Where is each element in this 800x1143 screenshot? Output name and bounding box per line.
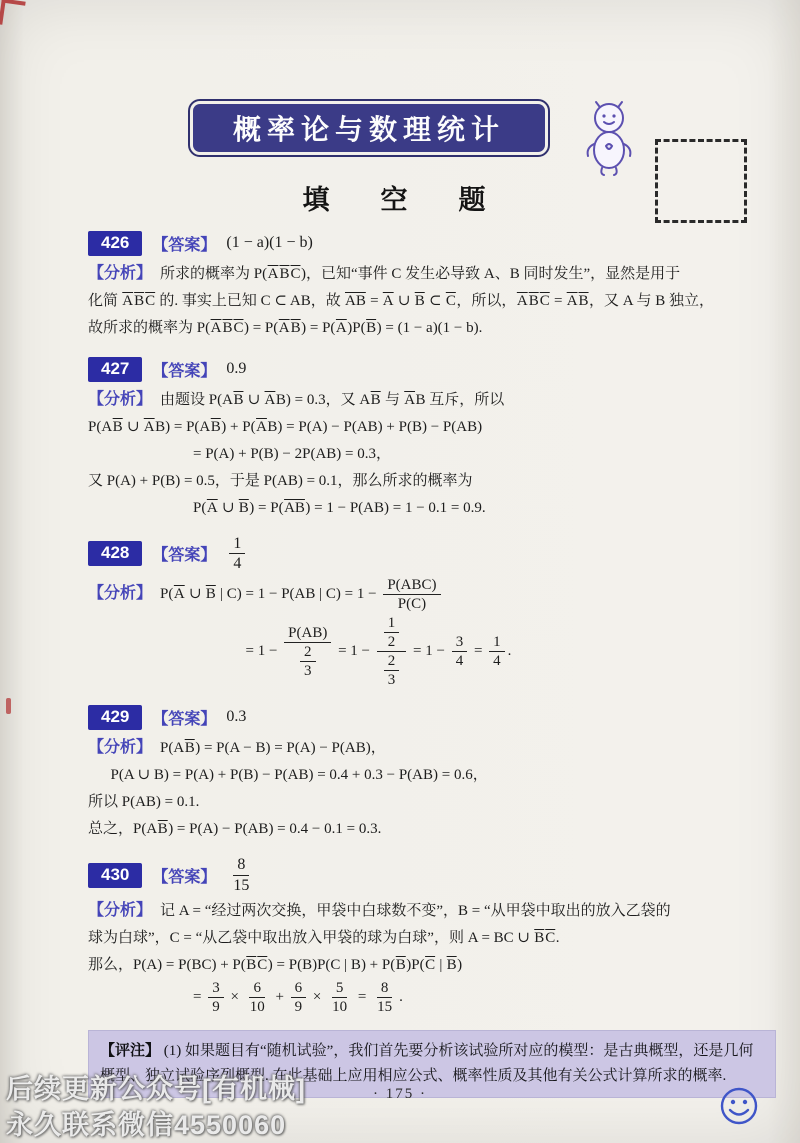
problem-426: [88, 228, 776, 341]
watermark-line1: 后续更新公众号[有机械]: [6, 1074, 306, 1104]
overline-term: $\overline{B}$: [534, 929, 545, 946]
scan-artifact-corner: [0, 0, 26, 28]
analysis-line: 那么，$P(A) = P(BC) + P(\overline{B}\overline{C}) = P(B)P(C$ | $B) + P(\overline{B})P(\overline{C}$ | $\overline{B}$): [88, 956, 463, 973]
overline-term: $\overline{C}$: [545, 929, 556, 946]
problem-number-badge: 426: [88, 231, 142, 256]
overline-term: $\overline{B}$: [134, 293, 145, 309]
fraction: $\frac{2}{3}$: [300, 643, 316, 680]
analysis-line: 【分析】 $P(A\overline{B}) = P(A - B) = P(A) - P(AB)$，: [88, 739, 386, 757]
overline-term: $\overline{B}$: [279, 266, 290, 282]
fraction: $\frac{6}{10}$: [249, 979, 265, 1015]
overline-term: $\overline{B}$: [233, 392, 244, 408]
overline-term: $\overline{A}$: [267, 266, 279, 282]
analysis-line: $P(A\overline{B}$ ∪ $\overline{A}B) = P(A\overline{B}) + P(\overline{A}B) = P(A) - P(AB) + P(B) - P(AB)$: [88, 419, 483, 435]
answer-label: 【答案】: [152, 236, 217, 254]
problem-number-badge: 430: [88, 863, 142, 888]
analysis-label: 【分析】: [88, 901, 153, 919]
overline-term: $\overline{B}$: [370, 392, 381, 408]
answer-value: [226, 855, 256, 894]
fraction: $\frac{\text{P(ABC)}}{P(C)}$: [383, 576, 440, 613]
overline-term: $\overline{B}$: [222, 320, 233, 336]
analysis-line: 【分析】 记 A = “经过两次交换，甲袋中白球数不变”，B = “从甲袋中取出的放入乙袋的: [88, 901, 671, 919]
problem-header: [88, 534, 776, 573]
analysis-line: 又 P(A) + P(B) = 0.5，于是 P(AB) = 0.1，那么所求的概率为: [88, 473, 473, 489]
analysis-line: = P(A) + P(B) − 2P(AB) = 0.3，: [193, 446, 392, 462]
overline-term: $\overline{A}$: [566, 293, 578, 309]
devil-mascot-icon: [576, 92, 642, 178]
problem-header: [88, 855, 776, 894]
problem-header: [88, 702, 776, 732]
analysis-label: 【分析】: [88, 265, 153, 282]
overline-term: $\overline{B}$: [395, 956, 406, 973]
overline-term: $\overline{C}$: [233, 320, 244, 336]
overline-term: $\overline{A}$: [278, 320, 290, 336]
fraction: $\frac{8}{15}$: [233, 856, 250, 894]
overline-term: $\overline{A}$: [335, 320, 347, 336]
overline-term: $\overline{A}$: [173, 586, 185, 603]
fraction: $\frac{3}{4}$: [452, 633, 468, 670]
problem-427: [88, 354, 776, 521]
overline-term: $\overline{B}$: [446, 956, 457, 973]
analysis-line: = 1 − $\frac{P(AB)}{\frac{2}{3}}$ = 1 − $\frac{\frac{1}{2}}{\frac{2}{3}}$ = 1 − $\frac{3}{4}$ = $\frac{1}{4}$ .: [245, 615, 512, 689]
fraction: $\frac{1}{2}$: [384, 614, 400, 651]
problems-list: [88, 228, 776, 1016]
analysis-line: = $\frac{3}{9}$ × $\frac{6}{10}$ + $\frac{6}{9}$ × $\frac{5}{10}$ = $\frac{8}{15}$ .: [193, 979, 403, 1015]
answer-value: [226, 534, 248, 573]
analysis-line: 【分析】 由题设 $P(A\overline{B}$ ∪ $\overline{A}B) = 0.3$，又 $A\overline{B}$ 与 $\overline{A}B$ 互斥，所以: [88, 391, 505, 408]
problem-header: [88, 354, 776, 384]
analysis-line: 【分析】 所求的概率为 $P(\overline{A}\overline{B}\overline{C})$，已知“事件 C 发生必导致 A、B 同时发生”，显然是用于: [88, 265, 681, 282]
analysis-label: 【分析】: [88, 585, 153, 603]
overline-term: $\overline{A}$: [264, 392, 276, 408]
problem-number-badge: 428: [88, 541, 142, 566]
watermark-line2: 永久联系微信4550060: [6, 1110, 287, 1140]
fraction: $\frac{1}{4}$: [229, 534, 245, 573]
overline-term: $\overline{A}$: [206, 500, 218, 516]
answer-value: 0.3: [226, 708, 247, 726]
overline-term: $\overline{A}$: [122, 293, 134, 309]
problem-430: [88, 855, 776, 1015]
fraction: $\frac{6}{9}$: [291, 979, 307, 1016]
scan-artifact-edge: [6, 698, 11, 714]
problem-number-badge: 427: [88, 357, 142, 382]
overline-term: $\overline{AB}$: [284, 500, 305, 516]
analysis-line: P(A ∪ B) = P(A) + P(B) − P(AB) = 0.4 + 0.3 − P(AB) = 0.6，: [110, 767, 488, 784]
problem-429: [88, 702, 776, 842]
analysis-label: 【分析】: [88, 739, 153, 757]
overline-term: $\overline{B}$: [578, 293, 589, 309]
overline-term: $\overline{A}$: [382, 293, 394, 309]
overline-term: $\overline{A}$: [143, 419, 155, 435]
overline-term: $\overline{A}$: [210, 320, 222, 336]
fraction: $\frac{5}{10}$: [332, 979, 348, 1015]
answer-label: 【答案】: [152, 710, 217, 728]
answer-value: 0.9: [226, 360, 247, 377]
analysis-line: 【分析】 $P(\overline{A}$ ∪ $\overline{B}$ | C) = 1 − P(AB | C) = 1 − $\frac{\text{P(ABC)}}{P(C)}$: [88, 576, 776, 613]
chapter-title: 概率论与数理统计: [232, 115, 505, 146]
overline-term: $\overline{B}$: [528, 293, 539, 309]
section-title: 填 空 题: [302, 185, 498, 215]
fraction: $\frac{3}{9}$: [208, 979, 224, 1016]
overline-term: $\overline{B}$: [238, 500, 249, 516]
overline-term: $\overline{A}$: [404, 392, 416, 408]
overline-term: $\overline{C}$: [445, 293, 456, 309]
problem-number-badge: 429: [88, 705, 142, 730]
problem-header: [88, 228, 776, 258]
fraction: $\frac{1}{4}$: [489, 633, 505, 670]
overline-term: $\overline{B}$: [157, 821, 168, 838]
smiley-face-icon: [718, 1085, 760, 1127]
overline-term: $\overline{B}$: [366, 320, 377, 336]
overline-term: $\overline{C}$: [290, 266, 301, 282]
overline-term: $\overline{A}$: [516, 293, 528, 309]
analysis-line: 总之，$P(A\overline{B}) = P(A) - P(AB) = 0.4 - 0.1 = 0.3$.: [88, 821, 382, 838]
answer-label: 【答案】: [152, 547, 217, 565]
fraction: [377, 614, 407, 689]
content-flow: [88, 228, 776, 1098]
overline-term: $\overline{B}$: [184, 740, 195, 757]
analysis-line: $P(\overline{A}$ ∪ $\overline{B}) = P(\overline{AB}) = 1 - P(AB) = 1 - 0.1 = 0.9$.: [193, 500, 486, 516]
analysis-label: 【分析】: [88, 391, 153, 408]
remark-text: (1) 如果题目有“随机试验”，我们首先要分析该试验所对应的模型：是古典概型，还是几何概型、独立试验序列概型. 在此基础上应用相应公式、概率性质及其他有关公式计算所求的概率.: [100, 1042, 754, 1084]
overline-term: $\overline{B}$: [205, 586, 216, 603]
analysis-line: 所以 P(AB) = 0.1.: [88, 794, 200, 811]
overline-term: $\overline{B}$: [210, 419, 221, 435]
page-number: · 175 ·: [373, 1086, 427, 1102]
analysis-line: 化简 $\overline{A}\overline{B}\overline{C}$ 的. 事实上已知 C ⊂ AB，故 $\overline{AB} = \overline{A}$ ∪ $\overline{B}$ ⊂ $\overline{C}$，所以，$\overline{A}\overline{B}\overline{C} = \overline{A}\overline{B}$，又 A 与 B 独立，: [88, 293, 715, 309]
overline-term: $\overline{B}$: [414, 293, 425, 309]
answer-value: (1 − a)(1 − b): [226, 234, 313, 251]
overline-term: $\overline{C}$: [257, 956, 268, 973]
overline-term: $\overline{C}$: [145, 293, 156, 309]
answer-label: 【答案】: [152, 868, 217, 886]
overline-term: $\overline{C}$: [539, 293, 550, 309]
remark-label: 【评注】: [100, 1042, 161, 1059]
overline-term: $\overline{B}$: [246, 956, 257, 973]
fraction: $\frac{P(AB)}{\frac{2}{3}}$: [284, 624, 331, 680]
fraction: $\frac{8}{15}$: [377, 979, 393, 1015]
analysis-line: 球为白球”，C = “从乙袋中取出放入甲袋的球为白球”，则 A = BC ∪ $\overline{B}\overline{C}$.: [88, 929, 560, 946]
overline-term: $\overline{AB}$: [344, 293, 366, 309]
chapter-title-banner: [193, 104, 545, 152]
overline-term: $\overline{C}$: [425, 956, 436, 973]
overline-term: $\overline{A}$: [256, 419, 267, 435]
answer-label: 【答案】: [152, 362, 217, 380]
fraction: $\frac{2}{3}$: [384, 652, 400, 689]
analysis-line: 故所求的概率为 $P(\overline{A}\overline{B}\overline{C}) = P(\overline{A}\overline{B}) = P(\overline{A})P(\overline{B}) = (1 - a)(1 - b)$.: [88, 320, 483, 336]
overline-term: $\overline{B}$: [290, 320, 301, 336]
overline-term: $\overline{B}$: [112, 419, 123, 435]
watermark: [6, 1071, 306, 1143]
problem-428: [88, 534, 776, 689]
